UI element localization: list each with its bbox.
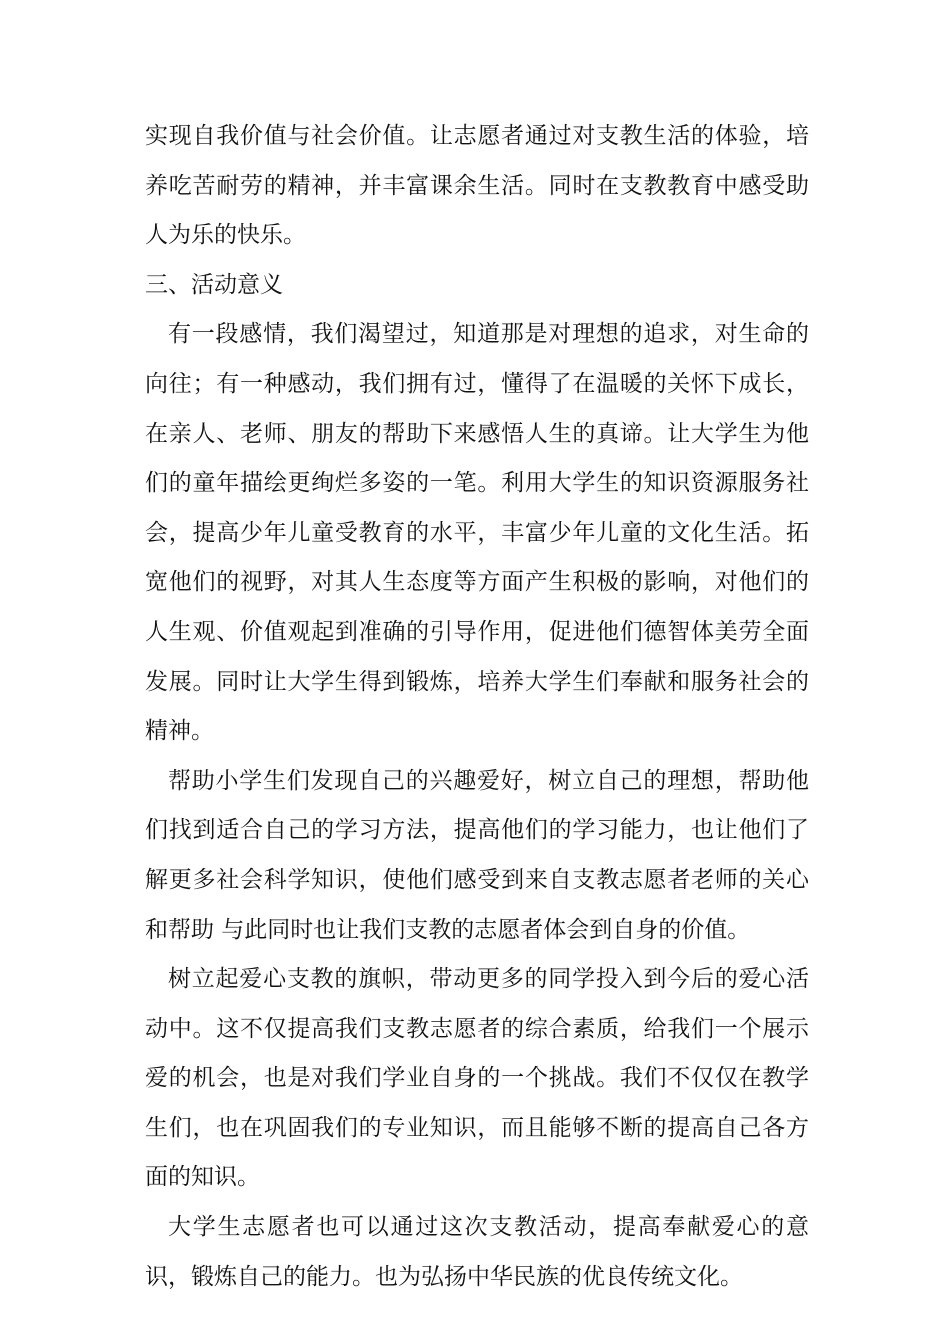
paragraph-significance: 有一段感情，我们渴望过，知道那是对理想的追求，对生命的向往；有一种感动，我们拥有过，懂得了在温暖的关怀下成长，在亲人、老师、朋友的帮助下来感悟人生的真谛。让大学生为他们的童年描绘更绚烂多姿的一笔。利用大学生的知识资源服务社会，提高少年儿童受教育的水平，丰富少年儿童的文化生活。拓宽他们的视野，对其人生态度等方面产生积极的影响，对他们的人生观、价值观起到准确的引导作用，促进他们德智体美劳全面发展。同时让大学生得到锻炼，培养大学生们奉献和服务社会的精神。 bbox=[145, 321, 809, 745]
paragraph-continuation: 实现自我价值与社会价值。让志愿者通过对支教生活的体验，培养吃苦耐劳的精神，并丰富课余生活。同时在支教教育中感受助人为乐的快乐。 bbox=[145, 123, 809, 249]
document-body bbox=[145, 112, 809, 1302]
section-heading: 三、活动意义 bbox=[145, 271, 283, 298]
paragraph-volunteers: 大学生志愿者也可以通过这次支教活动，提高奉献爱心的意识，锻炼自己的能力。也为弘扬中华民族的优良传统文化。 bbox=[145, 1214, 809, 1290]
paragraph-help-students: 帮助小学生们发现自己的兴趣爱好，树立自己的理想，帮助他们找到适合自己的学习方法，提高他们的学习能力，也让他们了解更多社会科学知识，使他们感受到来自支教志愿者老师的关心和帮助 与此同时也让我们支教的志愿者体会到自身的价值。 bbox=[145, 767, 809, 943]
paragraph-banner: 树立起爱心支教的旗帜，带动更多的同学投入到今后的爱心活动中。这不仅提高我们支教志愿者的综合素质，给我们一个展示爱的机会，也是对我们学业自身的一个挑战。我们不仅仅在教学生们，也在巩固我们的专业知识，而且能够不断的提高自己各方面的知识。 bbox=[145, 966, 809, 1191]
